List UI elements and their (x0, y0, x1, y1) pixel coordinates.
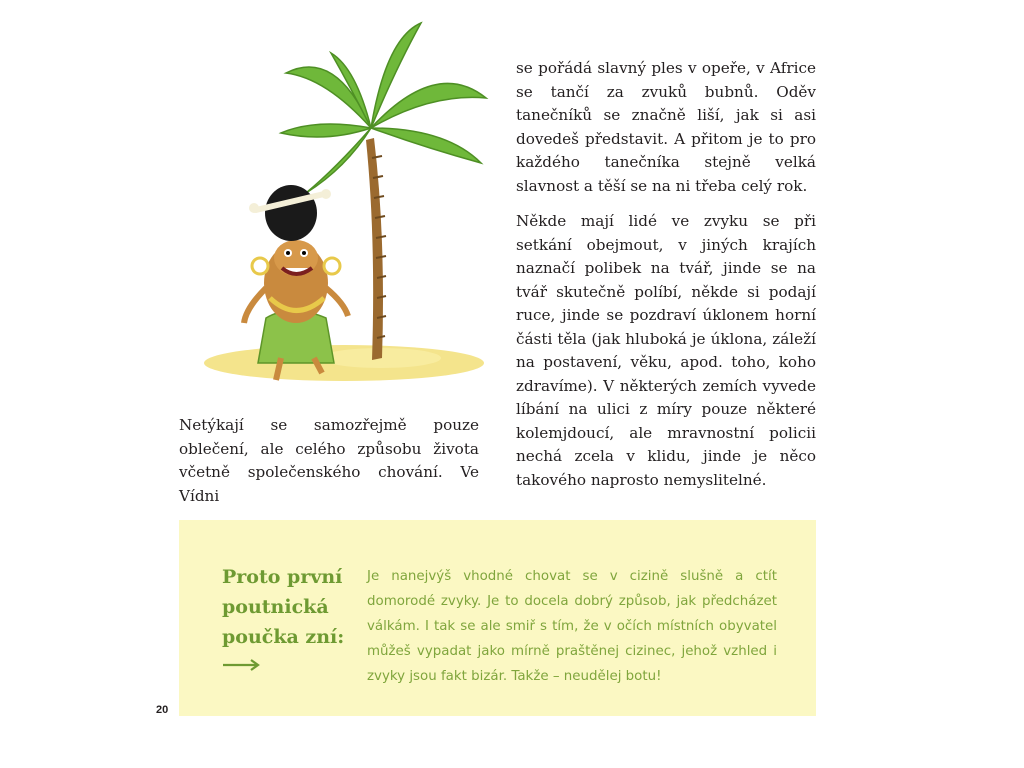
left-paragraph: Netýkají se samozřejmě pouze oblečení, ale celého způsobu života včetně společenského chování. Ve Vídni (179, 416, 479, 505)
right-text-column (516, 57, 816, 492)
page-number: 20 (156, 704, 169, 716)
palm-tree-tribal-dancer-icon (196, 18, 496, 390)
long-right-arrow-icon (222, 658, 262, 672)
tip-box (179, 520, 816, 716)
right-paragraph-1: se pořádá slavný ples v opeře, v Africe se tančí za zvuků bubnů. Oděv tanečníků se značně liší, jak si asi dovedeš představit. A přitom je to pro každého tanečníka stejně velká slavnost a těší se na ni třeba celý rok. (516, 59, 816, 195)
tip-box-text (367, 564, 777, 689)
tip-box-paragraph: Je nanejvýš vhodné chovat se v cizině slušně a ctít domorodé zvyky. Je to docela dobrý způsob, jak předcházet válkám. I tak se ale smiř s tím, že v očích místních obyvatel můžeš vypadat jako mírně praštěnej cizinec, jehož vzhled i zvyky jsou fakt bizár. Takže – neudělej botu! (367, 569, 777, 684)
left-text-column (179, 414, 479, 508)
right-paragraph-2: Někde mají lidé ve zvyku se při setkání obejmout, v jiných krajích naznačí polibek na tvář, jinde se na tvář skutečně políbí, někde si podají ruce, jinde se pozdraví úklonem horní části těla (jak hluboká je úklona, záleží na postavení, věku, apod. toho, koho zdravíme). V některých zemích vyvede líbání na ulici z míry pouze některé kolemjdoucí, ale mravnostní policii nechá zcela v klidu, jinde je něco takového naprosto nemyslitelné. (516, 212, 816, 489)
tip-box-title: Proto první poutnická poučka zní: (222, 566, 345, 648)
